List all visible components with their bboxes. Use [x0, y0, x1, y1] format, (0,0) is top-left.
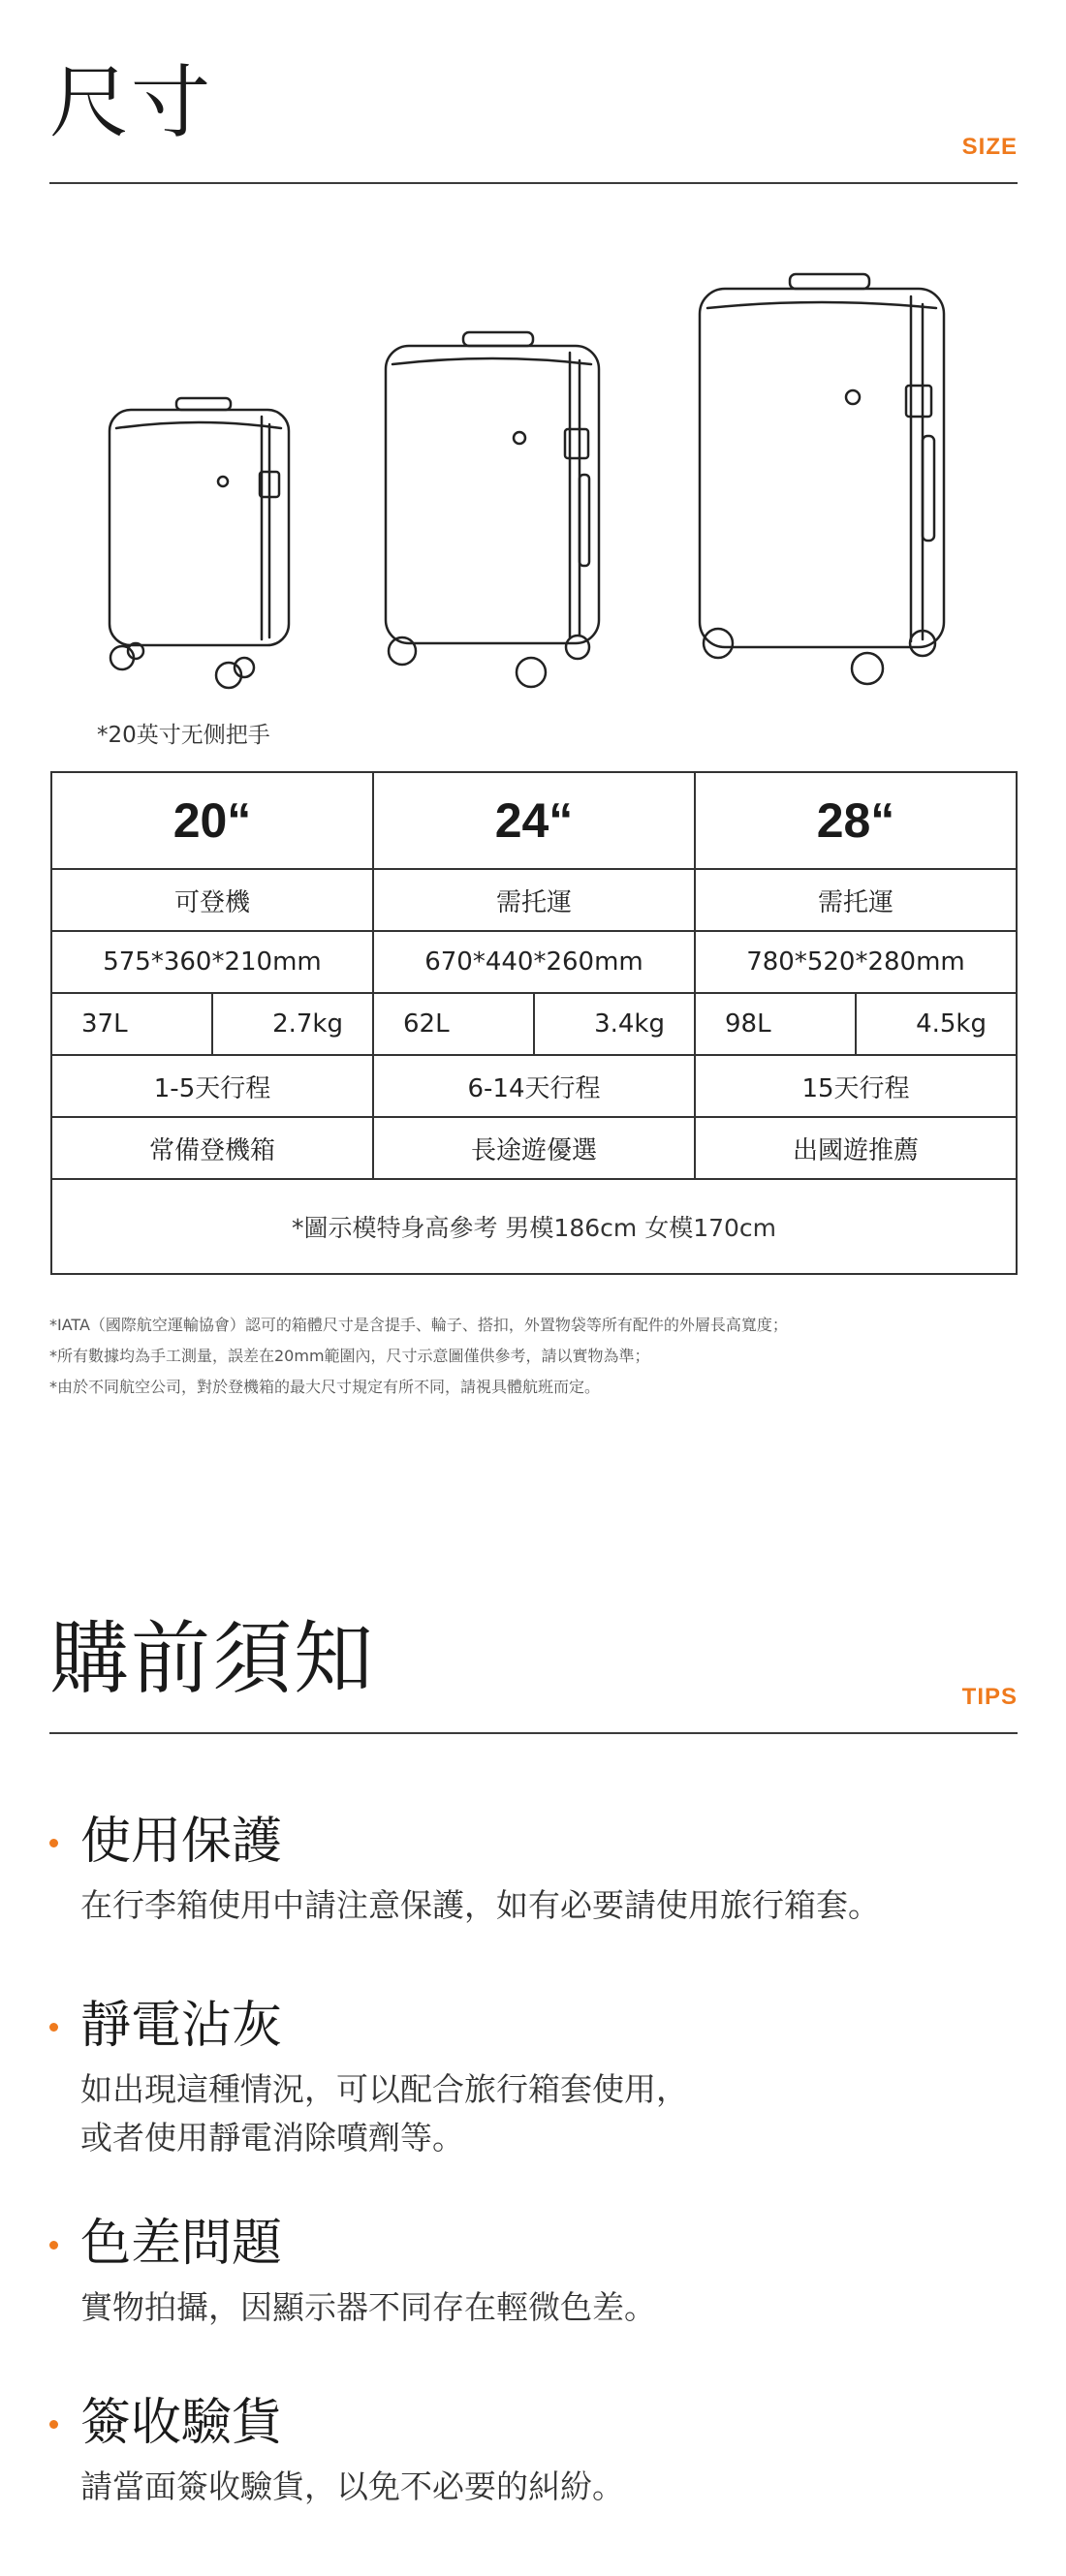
tip-item-static-dust	[49, 1996, 1019, 2162]
dimensions-20-cell: 575*360*210mm	[51, 931, 373, 993]
volume-24-cell: 62L	[373, 993, 534, 1055]
size-20-cell: 20“	[51, 772, 373, 869]
size-section-header	[49, 39, 1018, 184]
tip-title: 使用保護	[80, 1813, 283, 1871]
tip-title: 簽收驗貨	[80, 2394, 283, 2452]
note-line: *所有數據均為手工測量，誤差在20mm範圍內，尺寸示意圖僅供參考，請以實物為準；	[49, 1347, 650, 1365]
table-row-usage	[51, 869, 1017, 931]
tip-item-color-difference	[49, 2214, 1019, 2332]
size-section-title: 尺寸	[49, 57, 213, 149]
table-row-dimensions	[51, 931, 1017, 993]
tip-item-delivery-check	[49, 2393, 1019, 2511]
table-row-volume-weight	[51, 993, 1017, 1055]
tip-text-line: 或者使用靜電消除噴劑等。	[80, 2119, 464, 2157]
table-row-recommendation	[51, 1117, 1017, 1179]
recommend-24-cell: 長途遊優選	[373, 1117, 695, 1179]
volume-28-cell: 98L	[695, 993, 856, 1055]
size-24-cell: 24“	[373, 772, 695, 869]
usage-24-cell: 需托運	[373, 869, 695, 931]
size-notes	[49, 1310, 788, 1403]
note-line: *由於不同航空公司，對於登機箱的最大尺寸規定有所不同，請視具體航班而定。	[49, 1378, 601, 1396]
tip-title-wrap	[49, 1812, 1019, 1872]
suitcase-illustrations	[0, 271, 1066, 698]
usage-28-cell: 需托運	[695, 869, 1017, 931]
table-row-model-note	[51, 1179, 1017, 1274]
suitcase-footnote: *20英寸无侧把手	[97, 723, 270, 748]
size-spec-table	[50, 771, 1018, 1275]
bullet-dot-icon	[49, 1839, 58, 1847]
bullet-dot-icon	[49, 2241, 58, 2250]
bullet-dot-icon	[49, 2420, 58, 2429]
weight-28-cell: 4.5kg	[856, 993, 1017, 1055]
tip-text-line: 在行李箱使用中請注意保護，如有必要請使用旅行箱套。	[80, 1886, 880, 1925]
dimensions-24-cell: 670*440*260mm	[373, 931, 695, 993]
usage-20-cell: 可登機	[51, 869, 373, 931]
weight-24-cell: 3.4kg	[534, 993, 695, 1055]
tip-text-line: 請當面簽收驗貨，以免不必要的糾紛。	[80, 2467, 624, 2506]
tip-text	[49, 2283, 1019, 2332]
suitcase-28-icon	[700, 274, 944, 684]
tip-text	[49, 2065, 1019, 2162]
tip-title-wrap	[49, 1996, 1019, 2056]
suitcase-24-icon	[386, 332, 599, 687]
note-line: *IATA（國際航空運輸協會）認可的箱體尺寸是含提手、輪子、搭扣，外置物袋等所有配件的外層長高寬度；	[49, 1316, 788, 1334]
size-section-tag: SIZE	[961, 134, 1018, 160]
trip-28-cell: 15天行程	[695, 1055, 1017, 1117]
bullet-dot-icon	[49, 2023, 58, 2032]
tip-item-protection	[49, 1812, 1019, 1930]
tips-section-title: 購前須知	[49, 1613, 376, 1705]
tip-text	[49, 1881, 1019, 1930]
dimensions-28-cell: 780*520*280mm	[695, 931, 1017, 993]
model-note-cell: *圖示模特身高參考 男模186cm 女模170cm	[51, 1179, 1017, 1274]
size-28-cell: 28“	[695, 772, 1017, 869]
trip-24-cell: 6-14天行程	[373, 1055, 695, 1117]
weight-20-cell: 2.7kg	[212, 993, 373, 1055]
tips-section-tag: TIPS	[961, 1684, 1018, 1710]
volume-20-cell: 37L	[51, 993, 212, 1055]
tip-title: 色差問題	[80, 2215, 283, 2273]
table-row-trip-length	[51, 1055, 1017, 1117]
recommend-28-cell: 出國遊推薦	[695, 1117, 1017, 1179]
table-row-sizes	[51, 772, 1017, 869]
tips-section-header	[49, 1589, 1018, 1734]
suitcase-20-icon	[110, 398, 289, 688]
trip-20-cell: 1-5天行程	[51, 1055, 373, 1117]
recommend-20-cell: 常備登機箱	[51, 1117, 373, 1179]
tip-text	[49, 2463, 1019, 2511]
tip-text-line: 如出現這種情況，可以配合旅行箱套使用，	[80, 2070, 688, 2109]
tip-title-wrap	[49, 2214, 1019, 2274]
tip-title-wrap	[49, 2393, 1019, 2453]
tip-title: 靜電沾灰	[80, 1997, 283, 2055]
tip-text-line: 實物拍攝，因顯示器不同存在輕微色差。	[80, 2288, 656, 2327]
